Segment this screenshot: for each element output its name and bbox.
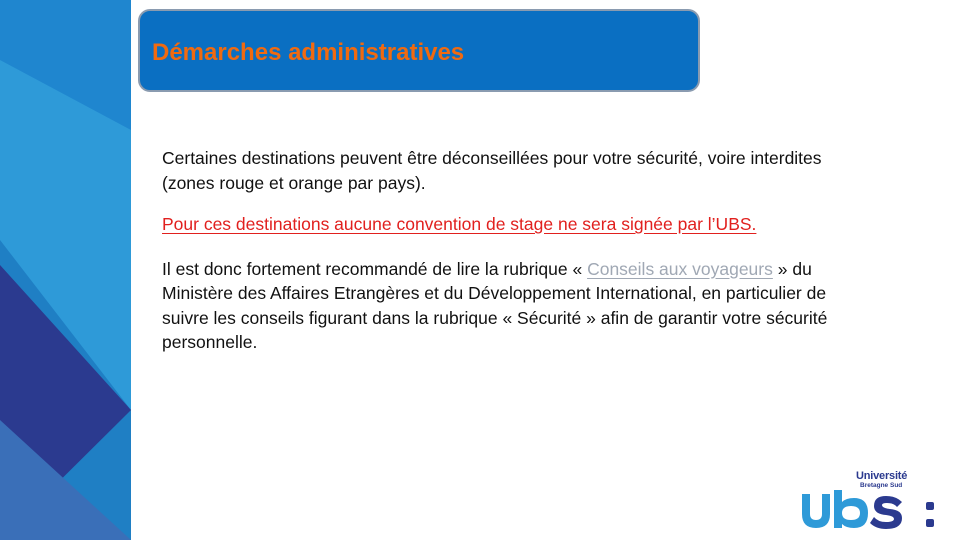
logo-line2: Bretagne Sud [860,482,903,489]
decorative-sidebar [0,0,131,540]
info-text-after-link: » du Ministère des Affaires Etrangères et du Développement International, en particulier de suivre les conseils figurant dans la rubrique « Sécurité » afin de garantir votre sécurité personnelle. [162,258,828,352]
content-body [162,146,862,355]
conseils-voyageurs-link[interactable]: Conseils aux voyageurs [587,258,773,279]
title-banner [138,9,700,92]
info-paragraph [162,257,862,355]
ubs-logo [798,468,944,532]
intro-paragraph: Certaines destinations peuvent être déconseillées pour votre sécurité, voire interdites (zones rouge et orange par pays). [162,148,822,193]
info-text-before-link: Il est donc fortement recommandé de lire la rubrique « [162,258,588,279]
ubs-logo-icon [798,488,944,532]
warning-paragraph: Pour ces destinations aucune convention de stage ne sera signée par l’UBS. [162,214,757,234]
page-title: Démarches administratives [152,39,465,66]
logo-line1: Université [856,470,908,482]
